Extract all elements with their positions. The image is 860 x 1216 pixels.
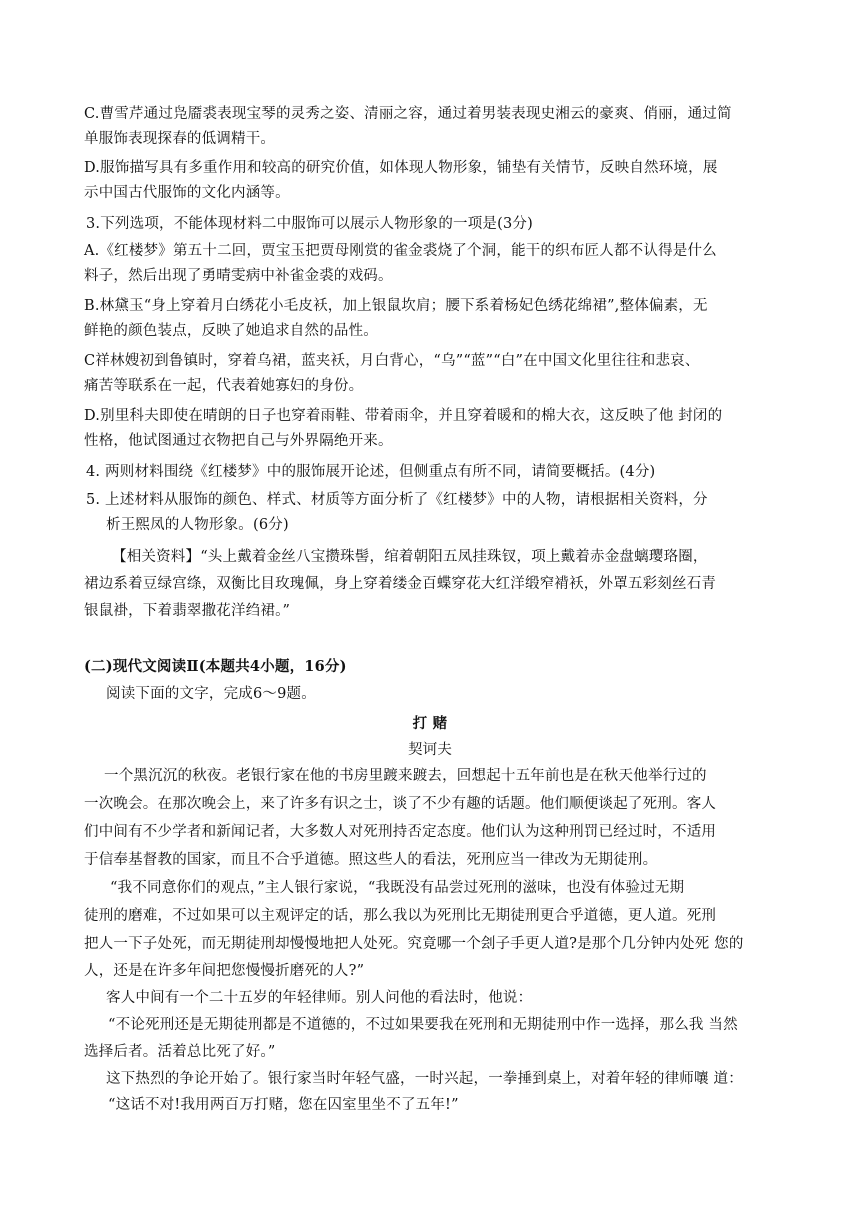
q2-option-d-line-1: D.服饰描写具有多重作用和较高的研究价值，如体现人物形象，铺垫有关情节，反映自然环境，展	[84, 160, 718, 176]
story-p4-line-2: 选择后者。活着总比死了好。”	[84, 1044, 276, 1060]
story-p2-line-3: 把人一下子处死，而无期徒刑却慢慢地把人处死。究竟哪一个刽子手更人道?是那个几分钟内处死 您的	[84, 936, 744, 952]
q5-line-2: 析王熙凤的人物形象。(6分)	[106, 517, 289, 533]
story-p5: 这下热烈的争论开始了。银行家当时年轻气盛，一时兴起，一拳捶到桌上，对着年轻的律师嚷 道：	[106, 1071, 743, 1087]
story-p2-line-2: 徒刑的磨难，不过如果可以主观评定的话，那么我以为死刑比无期徒刑更合乎道德，更人道。死刑	[84, 908, 717, 924]
q3-option-a-line-2: 料子，然后出现了勇晴雯病中补雀金裘的戏码。	[84, 268, 393, 284]
story-p1-line-2: 一次晚会。在那次晚会上，来了许多有识之士，谈了不少有趣的话题。他们顺便谈起了死刑。客人	[84, 796, 717, 812]
q3-option-b-line-1: B.林黛玉“身上穿着月白绣花小毛皮袄，加上银鼠坎肩；腰下系着杨妃色绣花绵裙”,整体偏素，无	[84, 298, 708, 314]
story-p6: “这话不对!我用两百万打赌，您在囚室里坐不了五年!”	[108, 1097, 459, 1113]
q3-option-c-line-1: C祥林嫂初到鲁镇时，穿着乌裙，蓝夹袄，月白背心，“乌”“蓝”“白”在中国文化里往往和悲哀、	[84, 353, 700, 369]
story-p1-line-1: 一个黑沉沉的秋夜。老银行家在他的书房里踱来踱去，回想起十五年前也是在秋天他举行过的	[104, 768, 707, 784]
q3-option-a-line-1: A.《红楼梦》第五十二回，贾宝玉把贾母刚赏的雀金裘烧了个洞，能干的织布匠人都不认得是什么	[84, 243, 717, 259]
story-author: 契诃夫	[407, 742, 453, 758]
story-p2-line-1: “我不同意你们的观点，”主人银行家说，“我既没有品尝过死刑的滋味，也没有体验过无期	[110, 880, 685, 896]
q3-option-d-line-2: 性格，他试图通过衣物把自己与外界隔绝开来。	[84, 433, 393, 449]
q3-option-d-line-1: D.别里科夫即使在晴朗的日子也穿着雨鞋、带着雨伞，并且穿着暖和的棉大衣，这反映了他 封闭的	[84, 408, 723, 424]
q5-related-line-1: 【相关资料】“头上戴着金丝八宝攒珠髻，绾着朝阳五凤挂珠钗，项上戴着赤金盘螭璎珞圈，	[112, 549, 708, 565]
q3-stem: 3.下列选项，不能体现材料二中服饰可以展示人物形象的一项是(3分)	[86, 216, 533, 232]
q5-line-1: 5. 上述材料从服饰的颜色、样式、材质等方面分析了《红楼梦》中的人物，请根据相关资料，分	[86, 492, 708, 508]
q5-related-line-3: 银鼠褂，下着翡翠撒花洋绉裙。”	[84, 603, 291, 619]
q2-option-d-line-2: 示中国古代服饰的文化内涵等。	[84, 185, 290, 201]
story-p1-line-4: 于信奉基督教的国家，而且不合乎道德。照这些人的看法，死刑应当一律改为无期徒刑。	[84, 852, 658, 868]
q3-option-c-line-2: 痛苦等联系在一起，代表着她寡妇的身份。	[84, 378, 364, 394]
q2-option-c-line-1: C.曹雪芹通过凫靥裘表现宝琴的灵秀之姿、清丽之容，通过着男装表现史湘云的豪爽、俏丽，通过简	[84, 106, 732, 122]
q3-option-b-line-2: 鲜艳的颜色装点，反映了她追求自然的品性。	[84, 323, 378, 339]
story-p3: 客人中间有一个二十五岁的年轻律师。别人问他的看法时，他说：	[106, 990, 533, 1006]
story-title: 打 赌	[412, 715, 448, 732]
q4-text: 4. 两则材料围绕《红楼梦》中的服饰展开论述，但侧重点有所不同，请简要概括。(4分)	[86, 464, 656, 480]
q5-related-line-2: 裙边系着豆绿宫绦，双衡比目玫瑰佩，身上穿着缕金百蝶穿花大红洋缎窄褙袄，外罩五彩刻丝石青	[84, 576, 717, 592]
section-instruction: 阅读下面的文字，完成6～9题。	[106, 686, 316, 702]
story-p2-line-4: 人，还是在许多年间把您慢慢折磨死的人?”	[84, 963, 365, 979]
q2-option-c-line-2: 单服饰表现探春的低调精干。	[84, 131, 276, 147]
story-p4-line-1: “不论死刑还是无期徒刑都是不道德的，不过如果要我在死刑和无期徒刑中作一选择，那么我 当然	[108, 1017, 738, 1033]
section-heading: (二)现代文阅读Ⅱ(本题共4小题，16分)	[84, 658, 347, 675]
story-p1-line-3: 们中间有不少学者和新闻记者，大多数人对死刑持否定态度。他们认为这种刑罚已经过时，不适用	[84, 824, 717, 840]
